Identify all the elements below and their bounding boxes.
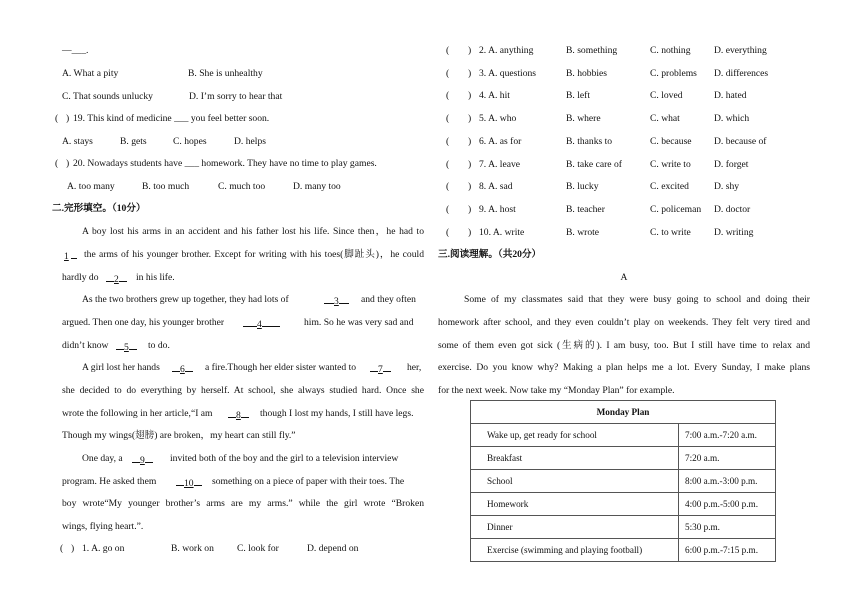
blank-6 — [172, 362, 193, 376]
question-option-d: D. forget — [714, 158, 749, 170]
cloze-text: she decided to do everything by herself. At school, she always studied hard. Once she — [62, 385, 424, 396]
answer-paren-close: ) — [66, 158, 70, 169]
question-option-a: 9. A. host — [479, 203, 516, 215]
q19-option-c: C. hopes — [173, 136, 207, 147]
cloze-text: wings, flying heart.”. — [62, 521, 144, 532]
time-cell: 7:20 a.m. — [679, 447, 776, 470]
cloze-text: As the two brothers grew up together, they had lots of — [82, 294, 289, 305]
cloze-text: Though my wings(翅膀) are broken，my heart can still fly.” — [62, 430, 296, 441]
blank-5-number: 5 — [124, 342, 129, 353]
table-row — [471, 447, 776, 470]
time-cell: 5:30 p.m. — [679, 516, 776, 539]
question-option-d: D. writing — [714, 226, 754, 238]
blank-10 — [176, 476, 202, 490]
activity-cell: Breakfast — [471, 447, 679, 470]
cloze-text: didn’t know — [62, 340, 109, 351]
question-option-a: 4. A. hit — [479, 90, 510, 102]
activity-cell: School — [471, 470, 679, 493]
time-cell: 6:00 p.m.-7:15 p.m. — [679, 539, 776, 562]
passage-line: exercise. Do you know why? Making a plan helps me a lot. Every Sunday, I make plans — [438, 362, 810, 373]
passage-line: for the next week. Now take my “Monday Plan” for example. — [438, 385, 675, 396]
question-option-a: 7. A. leave — [479, 158, 521, 170]
answer-paren-close: ) — [66, 113, 70, 124]
question-option-b: B. teacher — [566, 203, 605, 215]
table-body — [471, 424, 776, 562]
answer-paren-close: ) — [468, 226, 472, 238]
question-option-c: C. what — [650, 113, 680, 125]
blank-7-number: 7 — [378, 364, 383, 375]
q18-stem-end: —___. — [62, 45, 89, 56]
q20-option-b: B. too much — [142, 181, 190, 192]
cloze-text: hardly do — [62, 272, 99, 283]
blank-2 — [106, 272, 127, 286]
question-option-d: D. because of — [714, 135, 767, 147]
cloze-text: her, — [407, 362, 422, 373]
answer-paren-close: ) — [468, 67, 472, 79]
question-option-b: B. hobbies — [566, 67, 608, 79]
blank-6-number: 6 — [180, 364, 185, 375]
question-option-b: B. left — [566, 90, 590, 102]
blank-1 — [62, 249, 77, 263]
cloze-text: argued. Then one day, his younger brother — [62, 317, 225, 328]
answer-paren-close: ) — [468, 203, 472, 215]
q18-option-c: C. That sounds unlucky — [62, 91, 153, 102]
blank-4 — [243, 317, 280, 331]
q20-option-c: C. much too — [218, 181, 266, 192]
answer-paren-open: ( — [446, 226, 450, 238]
blank-5 — [116, 340, 137, 354]
answer-paren-close: ) — [468, 113, 472, 125]
blank-9-number: 9 — [140, 455, 145, 466]
answer-paren-close: ) — [468, 90, 472, 102]
cloze-text: One day, a — [82, 453, 123, 464]
blank-8 — [228, 408, 249, 422]
blank-9 — [132, 453, 153, 467]
question-option-d: D. everything — [714, 45, 767, 56]
question-option-c: C. nothing — [650, 45, 691, 56]
question-option-a: 10. A. write — [479, 226, 525, 238]
answer-paren-open: ( — [446, 181, 450, 193]
cloze-text: A boy lost his arms in an accident and his father lost his life. Since then，he had to — [82, 226, 424, 237]
question-option-a: 6. A. as for — [479, 135, 522, 147]
answer-paren-open: ( — [446, 135, 450, 147]
question-option-d: D. differences — [714, 67, 769, 79]
question-option-b: B. thanks to — [566, 135, 613, 147]
answer-paren-close: ) — [468, 181, 472, 193]
q20-option-a: A. too many — [67, 181, 115, 192]
question-option-a: 3. A. questions — [479, 67, 537, 79]
activity-cell: Homework — [471, 493, 679, 516]
section2-title: 二.完形填空。（10分） — [52, 203, 146, 214]
answer-paren-open: ( — [60, 543, 64, 554]
cloze-line — [82, 226, 424, 238]
answer-paren-open: ( — [446, 67, 450, 79]
question-option-c: C. policeman — [650, 203, 702, 215]
activity-cell: Exercise (swimming and playing football) — [471, 539, 679, 562]
cloze-text: him. So he was very sad and — [304, 317, 414, 328]
section3-title: 三.阅读理解。（共20分） — [438, 249, 542, 260]
answer-paren-close: ) — [468, 135, 472, 147]
q20-option-d: D. many too — [293, 181, 341, 192]
time-cell: 8:00 a.m.-3:00 p.m. — [679, 470, 776, 493]
blank-4-number: 4 — [257, 319, 262, 330]
table-row — [471, 470, 776, 493]
q1-option-a: 1. A. go on — [82, 543, 125, 554]
question-option-b: B. wrote — [566, 226, 600, 238]
table-title: Monday Plan — [471, 401, 776, 424]
answer-paren-close: ) — [468, 45, 472, 56]
blank-3 — [324, 294, 349, 308]
table-row — [471, 493, 776, 516]
table-row — [471, 424, 776, 447]
question-option-a: 8. A. sad — [479, 181, 513, 193]
q1-option-d: D. depend on — [307, 543, 359, 554]
question-option-d: D. doctor — [714, 203, 751, 215]
q19-option-a: A. stays — [62, 136, 93, 147]
cloze-text: in his life. — [136, 272, 175, 283]
question-option-d: D. which — [714, 113, 750, 125]
q19-text: 19. This kind of medicine ___ you feel better soon. — [73, 113, 270, 124]
answer-paren-close: ) — [468, 158, 472, 170]
cloze-line — [62, 385, 424, 397]
question-option-d: D. shy — [714, 181, 740, 193]
table-row — [471, 539, 776, 562]
answer-paren-open: ( — [55, 158, 59, 169]
question-option-b: B. where — [566, 113, 601, 125]
answer-paren-close: ) — [71, 543, 75, 554]
cloze-text: though I lost my hands, I still have legs. — [260, 408, 414, 419]
question-option-c: C. write to — [650, 158, 691, 170]
cloze-text: and they often — [361, 294, 416, 305]
answer-paren-open: ( — [446, 158, 450, 170]
blank-2-number: 2 — [114, 274, 119, 285]
monday-plan-table — [470, 400, 776, 562]
answer-paren-open: ( — [55, 113, 59, 124]
cloze-text: to do. — [148, 340, 170, 351]
blank-10-number: 10 — [184, 478, 194, 489]
q18-option-b: B. She is unhealthy — [188, 68, 263, 79]
q20-text: 20. Nowadays students have ___ homework. They have no time to play games. — [73, 158, 377, 169]
blank-1-number: 1 — [64, 251, 69, 262]
q1-option-c: C. look for — [237, 543, 279, 554]
q18-option-a: A. What a pity — [62, 68, 119, 79]
question-option-c: C. to write — [650, 226, 691, 238]
question-option-c: C. excited — [650, 181, 689, 193]
q18-option-d: D. I’m sorry to hear that — [189, 91, 283, 102]
question-option-b: B. lucky — [566, 181, 599, 193]
passage-line: some of them even got sick (生病的). I am busy, too. But I still have time to relax and — [438, 340, 810, 351]
question-option-a: 5. A. who — [479, 113, 517, 125]
q1-option-b: B. work on — [171, 543, 214, 554]
blank-7 — [370, 362, 391, 376]
time-cell: 4:00 p.m.-5:00 p.m. — [679, 493, 776, 516]
answer-paren-open: ( — [446, 45, 450, 56]
blank-8-number: 8 — [236, 410, 241, 421]
cloze-text: invited both of the boy and the girl to a television interview — [170, 453, 399, 464]
cloze-line — [62, 498, 424, 510]
passage-label: A — [620, 272, 628, 283]
cloze-text: the arms of his younger brother. Except for writing with his toes(脚趾头)，he could — [84, 249, 424, 260]
cloze-text: wrote the following in her article,“I am — [62, 408, 213, 419]
question-option-c: C. problems — [650, 67, 697, 79]
question-option-b: B. take care of — [566, 158, 622, 170]
blank-3-number: 3 — [334, 296, 339, 307]
answer-paren-open: ( — [446, 90, 450, 102]
passage-line: homework after school, and they even couldn’t play on weekends. They felt very tired and — [438, 317, 810, 328]
cloze-text: something on a piece of paper with their toes. The — [212, 476, 405, 487]
table-row — [471, 516, 776, 539]
passage-line: Some of my classmates said that they were busy going to school and doing their — [464, 294, 810, 305]
q19-option-d: D. helps — [234, 136, 266, 147]
answer-paren-open: ( — [446, 203, 450, 215]
question-option-d: D. hated — [714, 90, 747, 102]
answer-paren-open: ( — [446, 113, 450, 125]
activity-cell: Wake up, get ready for school — [471, 424, 679, 447]
cloze-text: a fire.Though her elder sister wanted to — [205, 362, 357, 373]
q19-option-b: B. gets — [120, 136, 147, 147]
activity-cell: Dinner — [471, 516, 679, 539]
question-option-b: B. something — [566, 45, 618, 56]
question-option-a: 2. A. anything — [479, 45, 534, 56]
question-option-c: C. loved — [650, 90, 683, 102]
cloze-text: A girl lost her hands — [82, 362, 160, 373]
question-option-c: C. because — [650, 135, 692, 147]
cloze-text: boy wrote“My younger brother’s arms are my arms.” while the girl wrote “Broken — [62, 498, 424, 509]
cloze-text: program. He asked them — [62, 476, 157, 487]
time-cell: 7:00 a.m.-7:20 a.m. — [679, 424, 776, 447]
